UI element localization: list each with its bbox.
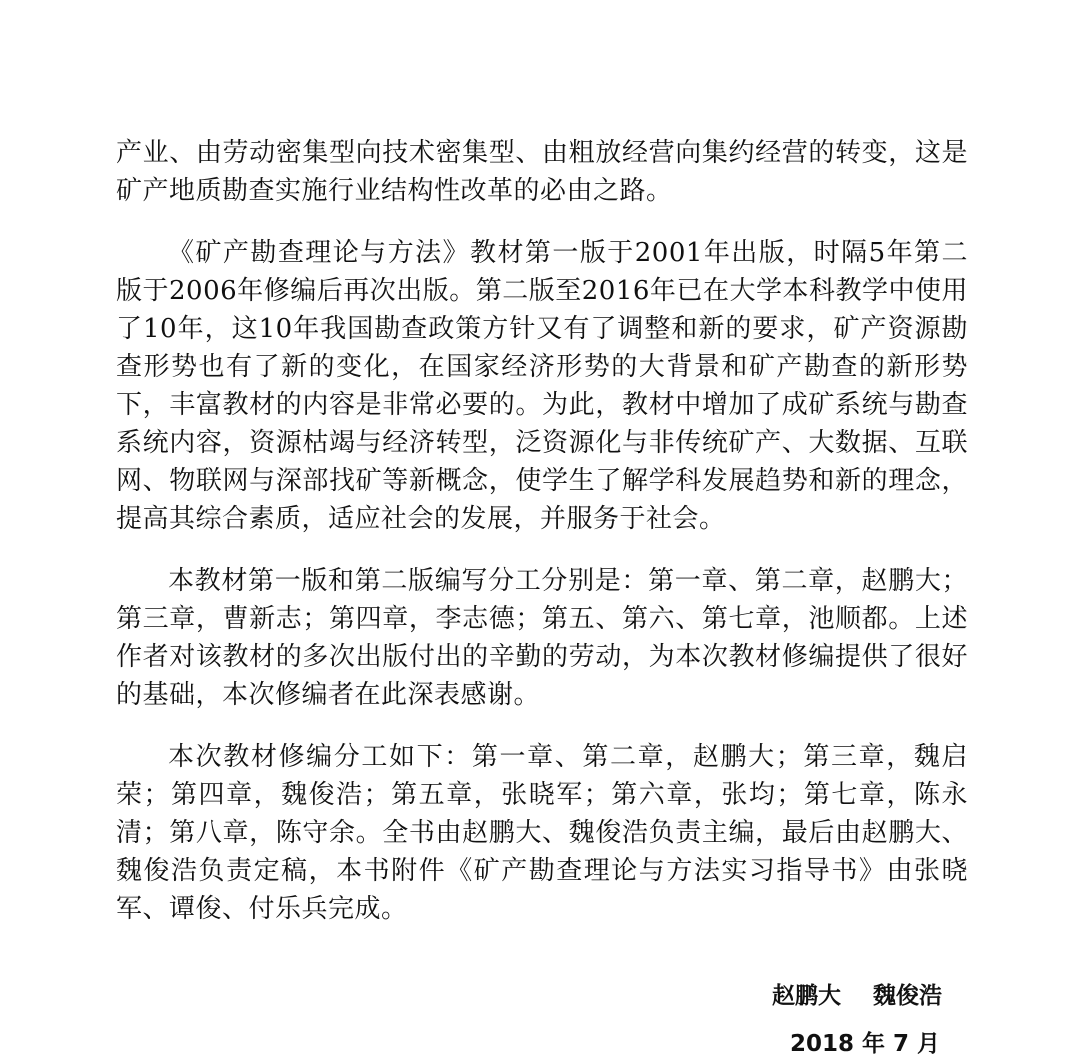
author-names: 赵鹏大 魏俊浩 (772, 983, 943, 1009)
paragraph-continuation: 产业、由劳动密集型向技术密集型、由粗放经营向集约经营的转变，这是矿产地质勘查实施行业结构性改革的必由之路。 (116, 138, 968, 206)
signature-date: 2018 年 7 月 (790, 1031, 941, 1057)
paragraph-previous-authors: 本教材第一版和第二版编写分工分别是：第一章、第二章，赵鹏大；第三章，曹新志；第四章，李志德；第五、第六、第七章，池顺都。上述作者对该教材的多次出版付出的辛勤的劳动，为本次教材修编提供了很好的基础，本次修编者在此深表感谢。 (116, 566, 968, 710)
preface-body (116, 134, 968, 952)
paragraph-current-authors: 本次教材修编分工如下：第一章、第二章，赵鹏大；第三章，魏启荣；第四章，魏俊浩；第五章，张晓军；第六章，张均；第七章，陈永清；第八章，陈守余。全书由赵鹏大、魏俊浩负责主编，最后由赵鹏大、魏俊浩负责定稿，本书附件《矿产勘查理论与方法实习指导书》由张晓军、谭俊、付乐兵完成。 (116, 742, 968, 924)
paragraph-edition-history: 《矿产勘查理论与方法》教材第一版于2001年出版，时隔5年第二版于2006年修编后再次出版。第二版至2016年已在大学本科教学中使用了10年，这10年我国勘查政策方针又有了调整和新的要求，矿产资源勘查形势也有了新的变化，在国家经济形势的大背景和矿产勘查的新形势下，丰富教材的内容是非常必要的。为此，教材中增加了成矿系统与勘查系统内容，资源枯竭与经济转型，泛资源化与非传统矿产、大数据、互联网、物联网与深部找矿等新概念，使学生了解学科发展趋势和新的理念，提高其综合素质，适应社会的发展，并服务于社会。 (116, 238, 968, 534)
